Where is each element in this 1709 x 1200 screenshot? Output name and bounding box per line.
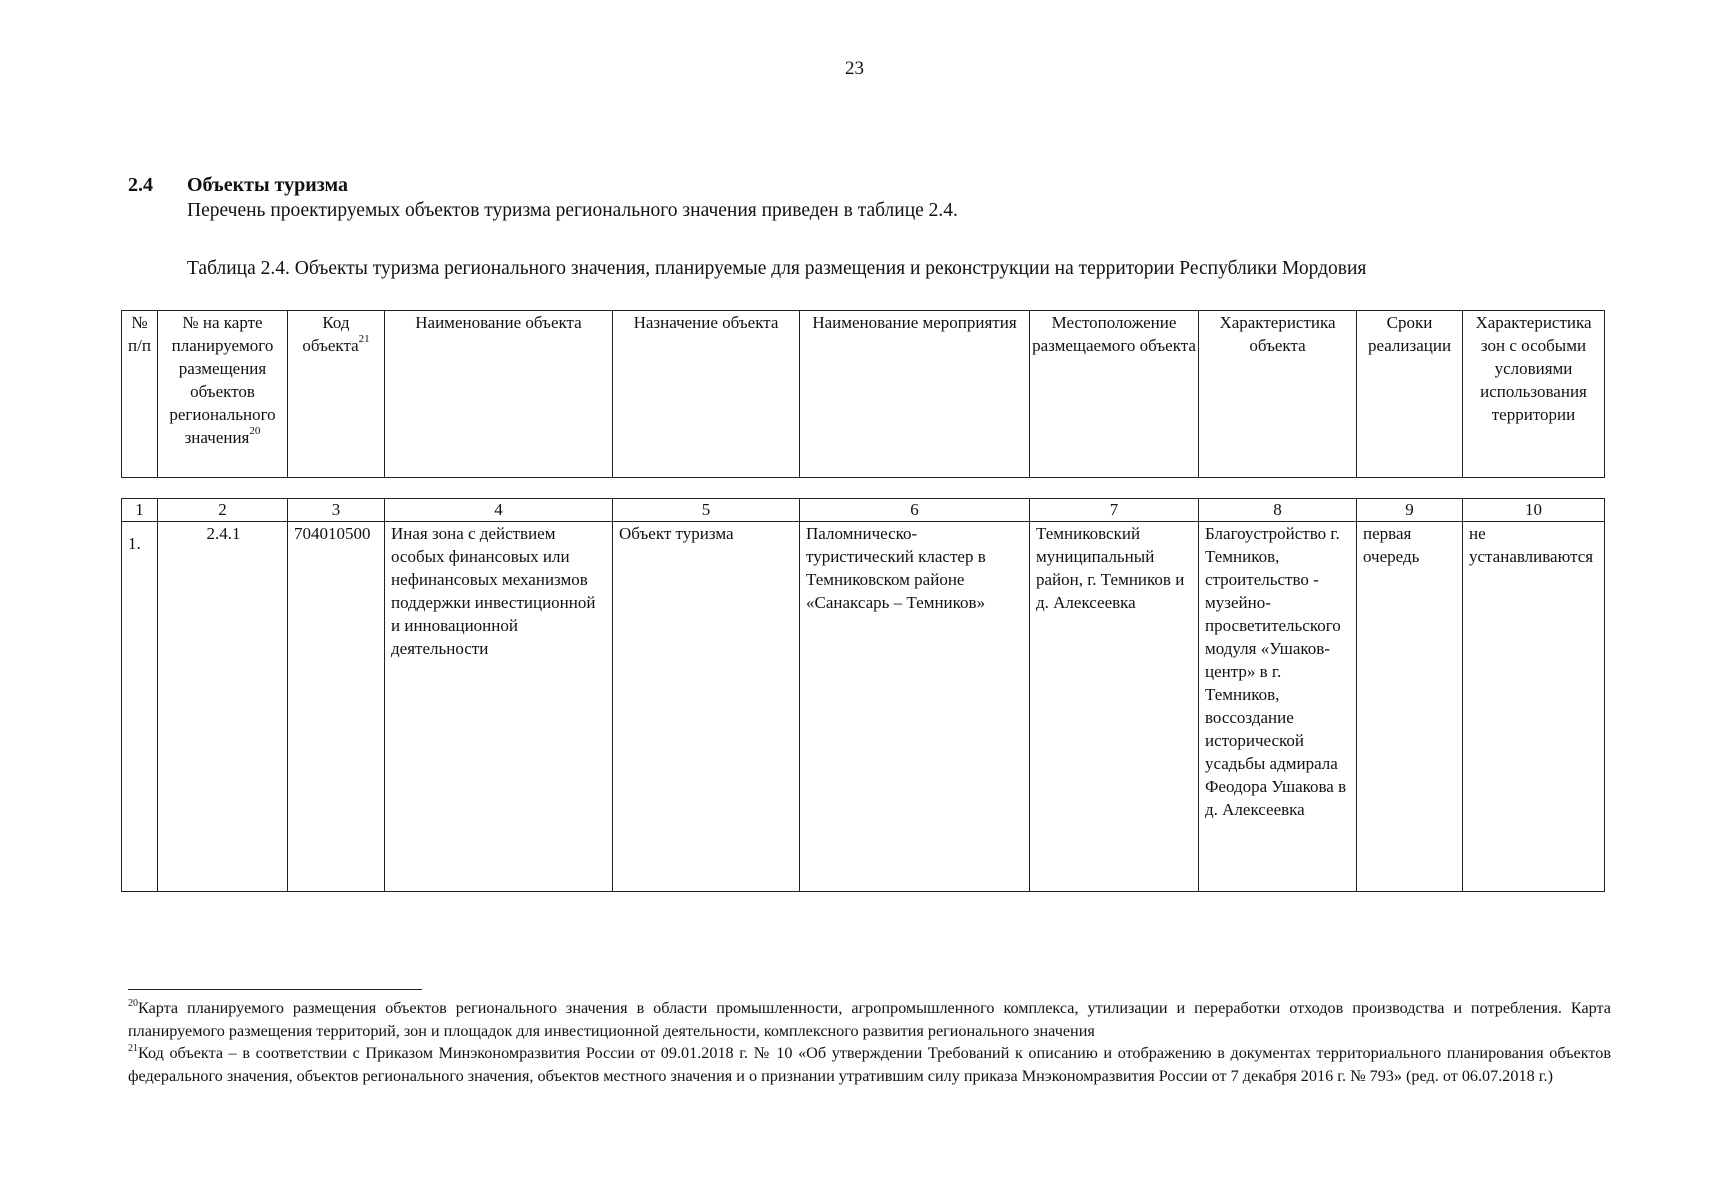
cell-row-number: 1. [122, 522, 158, 892]
header-cell: Наименование мероприятия [800, 311, 1030, 478]
data-table [121, 498, 1605, 892]
cell-term: первая очередь [1357, 522, 1463, 892]
footnote [128, 1042, 1611, 1087]
footnote-ref[interactable]: 21 [358, 333, 370, 345]
column-number: 7 [1030, 499, 1199, 522]
cell-object-code: 704010500 [288, 522, 385, 892]
column-number-row [122, 499, 1605, 522]
footnote-mark: 21 [128, 1043, 138, 1054]
header-cell: Сроки реализации [1357, 311, 1463, 478]
section-heading [128, 174, 348, 197]
footnote-text: Код объекта – в соответствии с Приказом Минэкономразвития России от 09.01.2018 г. № 10 «Об утверждении Требований к описанию и отображению в документах территориального планирования объектов федерального значения, объектов регионального значения, объектов местного значения и о признании утратившим силу приказа Мнэкономразвития России от 7 декабря 2016 г. № 793» (ред. от 06.07.2018 г.) [128, 1044, 1611, 1085]
cell-map-number: 2.4.1 [158, 522, 288, 892]
footnotes [128, 997, 1611, 1087]
table-row [122, 522, 1605, 892]
header-cell: Наименование объекта [385, 311, 613, 478]
header-cell: Код объекта$^{21}$ [288, 311, 385, 478]
cell-location: Темниковский муниципальный район, г. Темников и д. Алексеевка [1030, 522, 1199, 892]
cell-characteristic: Благоустройство г. Темников, строительство - музейно-просветительского модуля «Ушаков-центр» в г. Темников, воссоздание исторической усадьбы адмирала Феодора Ушакова в д. Алексеевка [1199, 522, 1357, 892]
header-cell: № на карте планируемого размещения объектов регионального значения$^{20}$ [158, 311, 288, 478]
column-number: 3 [288, 499, 385, 522]
column-number: 6 [800, 499, 1030, 522]
column-number: 5 [613, 499, 800, 522]
header-cell: Характеристика объекта [1199, 311, 1357, 478]
section-title: Объекты туризма [187, 174, 349, 196]
column-number: 4 [385, 499, 613, 522]
footnote-mark: 20 [128, 998, 138, 1009]
header-cell: Местоположение размещаемого объекта [1030, 311, 1199, 478]
table-header [121, 310, 1605, 478]
footnote-separator [128, 989, 422, 990]
header-cell: № п/п [122, 311, 158, 478]
cell-object-purpose: Объект туризма [613, 522, 800, 892]
column-number: 9 [1357, 499, 1463, 522]
table-caption: Таблица 2.4. Объекты туризма регионального значения, планируемые для размещения и реконструкции на территории Республики Мордовия [187, 258, 1367, 279]
column-number: 1 [122, 499, 158, 522]
header-cell: Назначение объекта [613, 311, 800, 478]
section-number: 2.4 [128, 174, 153, 196]
cell-measure-name: Паломническо-туристический кластер в Темниковском районе «Санаксарь – Темников» [800, 522, 1030, 892]
footnote [128, 997, 1611, 1042]
cell-object-name: Иная зона с действием особых финансовых или нефинансовых механизмов поддержки инвестиционной и инновационной деятельности [385, 522, 613, 892]
column-number: 2 [158, 499, 288, 522]
footnote-ref[interactable]: 20 [249, 425, 261, 437]
cell-zones: не устанавливаются [1463, 522, 1605, 892]
column-number: 10 [1463, 499, 1605, 522]
footnote-text: Карта планируемого размещения объектов регионального значения в области промышленности, агропромышленного комплекса, утилизации и переработки отходов производства и потребления. Карта планируемого размещения территорий, зон и площадок для инвестиционной деятельности, комплексного развития регионального значения [128, 999, 1611, 1040]
section-intro: Перечень проектируемых объектов туризма регионального значения приведен в таблице 2.4. [187, 200, 958, 221]
header-cell: Характеристика зон с особыми условиями использования территории [1463, 311, 1605, 478]
column-number: 8 [1199, 499, 1357, 522]
page-number: 23 [845, 58, 864, 79]
